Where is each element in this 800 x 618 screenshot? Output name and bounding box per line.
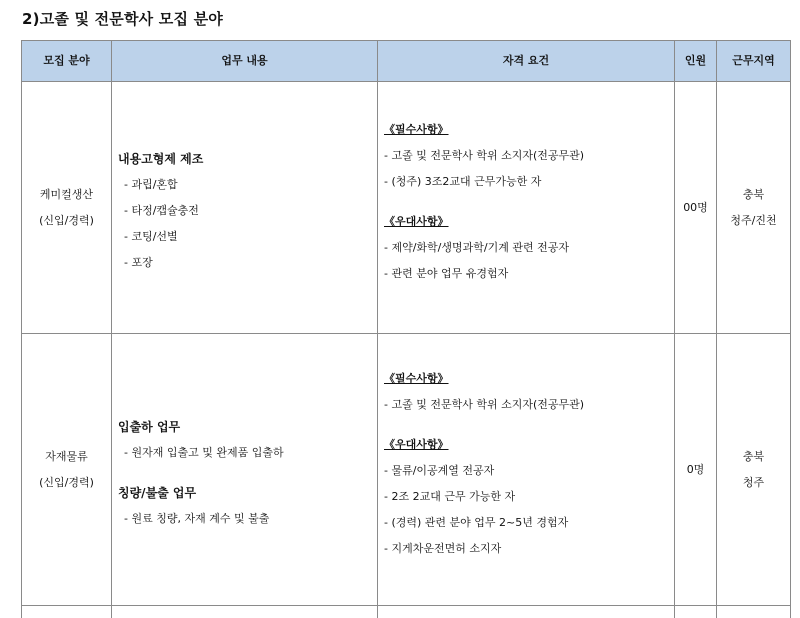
- header-location: 근무지역: [717, 41, 791, 82]
- header-duties: 업무 내용: [112, 41, 378, 82]
- count-cell: 00명: [675, 82, 717, 334]
- table-row: [22, 82, 791, 334]
- requirement-item: - 지게차운전면허 소지자: [384, 542, 674, 556]
- duty-item: - 포장: [124, 256, 377, 270]
- field-name: 케미컬생산: [22, 188, 111, 202]
- recruitment-table: [21, 40, 791, 618]
- field-cell: [22, 82, 112, 334]
- requirement-item: - 고졸 및 전문학사 학위 소지자(전공무관): [384, 149, 674, 163]
- field-type: (신입/경력): [22, 214, 111, 228]
- duty-title: 칭량/불출 업무: [118, 486, 377, 500]
- count-cell: 0명: [675, 334, 717, 606]
- requirement-item: - 고졸 및 전문학사 학위 소지자(전공무관): [384, 398, 674, 412]
- requirement-item: - 관련 분야 업무 유경험자: [384, 267, 674, 281]
- requirement-item: - (경력) 관련 분야 업무 2~5년 경험자: [384, 516, 674, 530]
- requirements-cell: [378, 334, 675, 606]
- header-count: 인원: [675, 41, 717, 82]
- field-type: (신입/경력): [22, 476, 111, 490]
- requirement-item: - 제약/화학/생명과학/기계 관련 전공자: [384, 241, 674, 255]
- duty-item: - 타정/캡슐충전: [124, 204, 377, 218]
- location-cell: [717, 334, 791, 606]
- duties-cell: [112, 82, 378, 334]
- duty-item: - 원료 칭량, 자재 계수 및 불출: [124, 512, 377, 526]
- required-title: 《필수사항》: [384, 372, 674, 386]
- requirement-item: - (청주) 3조2교대 근무가능한 자: [384, 175, 674, 189]
- location-region: 충북: [717, 450, 790, 464]
- duty-group: [118, 152, 377, 270]
- duty-group: [118, 486, 377, 526]
- duty-title: 내용고형제 제조: [118, 152, 377, 166]
- preferred-group: [384, 215, 674, 281]
- requirement-item: - 2조 2교대 근무 가능한 자: [384, 490, 674, 504]
- duty-group: [118, 420, 377, 460]
- requirements-cell: [378, 82, 675, 334]
- required-title: 《필수사항》: [384, 123, 674, 137]
- location-region: 충북: [717, 188, 790, 202]
- preferred-title: 《우대사항》: [384, 438, 674, 452]
- field-name: 자재물류: [22, 450, 111, 464]
- location-city: 청주: [717, 476, 790, 490]
- location-cell: [717, 82, 791, 334]
- preferred-group: [384, 438, 674, 556]
- header-requirements: 자격 요건: [378, 41, 675, 82]
- required-group: [384, 372, 674, 412]
- field-cell: [22, 334, 112, 606]
- duty-title: 입출하 업무: [118, 420, 377, 434]
- duty-item: - 코팅/선별: [124, 230, 377, 244]
- section-heading: 2)고졸 및 전문학사 모집 분야: [22, 8, 223, 29]
- location-city: 청주/진천: [717, 214, 790, 228]
- duty-item: - 과립/혼합: [124, 178, 377, 192]
- header-field: 모집 분야: [22, 41, 112, 82]
- duties-cell: [112, 334, 378, 606]
- preferred-title: 《우대사항》: [384, 215, 674, 229]
- table-header-row: [22, 41, 791, 82]
- requirement-item: - 물류/이공계열 전공자: [384, 464, 674, 478]
- required-group: [384, 123, 674, 189]
- duty-item: - 원자재 입출고 및 완제품 입출하: [124, 446, 377, 460]
- table-row-partial: [22, 606, 791, 618]
- table-row: [22, 334, 791, 606]
